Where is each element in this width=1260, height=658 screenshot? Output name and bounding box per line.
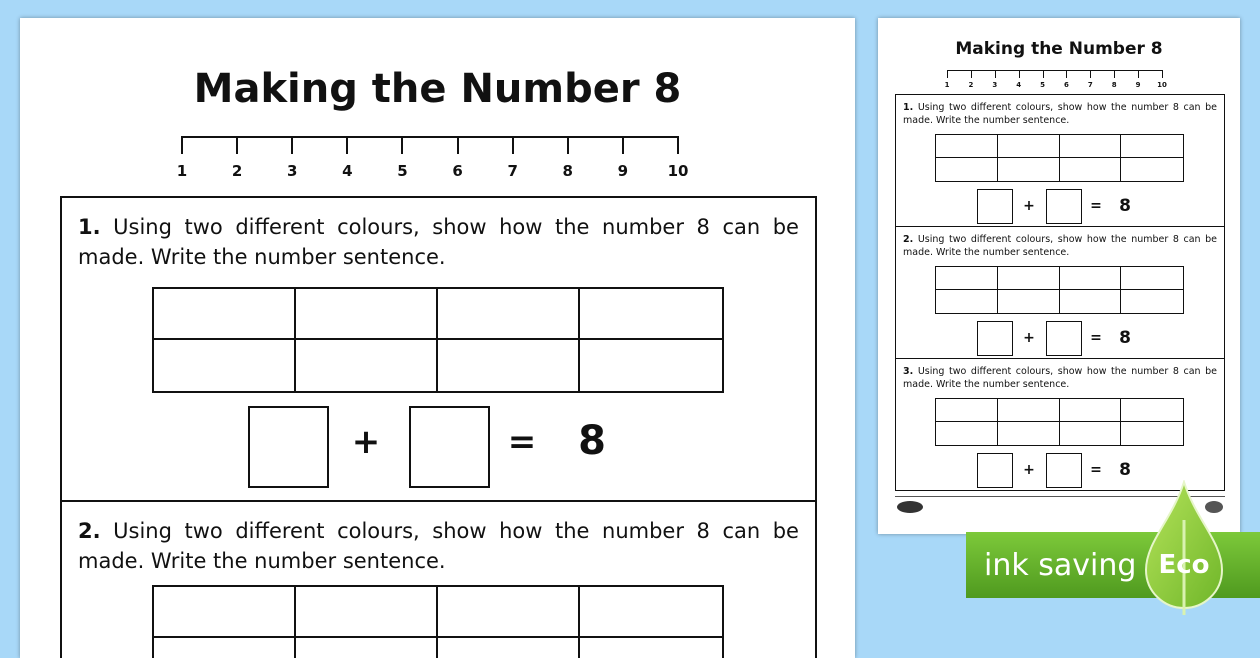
frame-cell[interactable] xyxy=(580,340,722,391)
number-line-tick xyxy=(1043,70,1044,78)
badge-text: ink saving xyxy=(984,548,1137,583)
frame-cell[interactable] xyxy=(1060,422,1122,445)
question-prompt xyxy=(78,212,799,272)
ten-frame xyxy=(152,585,724,658)
frame-cell[interactable] xyxy=(1060,399,1122,422)
worksheet-page-thumbnail xyxy=(878,18,1240,534)
frame-cell[interactable] xyxy=(1121,290,1183,313)
frame-cell[interactable] xyxy=(936,135,998,158)
number-line-label: 4 xyxy=(342,162,353,180)
number-line-tick xyxy=(622,136,624,154)
frame-cell[interactable] xyxy=(296,289,438,340)
frame-cell[interactable] xyxy=(154,587,296,638)
frame-cell[interactable] xyxy=(438,340,580,391)
number-line-tick xyxy=(1090,70,1091,78)
number-sentence xyxy=(248,406,628,488)
answer-box-1[interactable] xyxy=(977,189,1013,224)
frame-cell[interactable] xyxy=(936,158,998,181)
number-line-axis xyxy=(947,70,1162,71)
number-line-tick xyxy=(1138,70,1139,78)
number-line-tick xyxy=(677,136,679,154)
answer-box-2[interactable] xyxy=(1046,321,1082,356)
answer-box-1[interactable] xyxy=(248,406,329,488)
frame-cell[interactable] xyxy=(998,135,1060,158)
answer-box-2[interactable] xyxy=(409,406,490,488)
question-text: Using two different colours, show how the number 8 can be made. Write the number sentence. xyxy=(78,215,799,269)
frame-cell[interactable] xyxy=(1121,422,1183,445)
number-line-label: 8 xyxy=(562,162,573,180)
question-number: 1. xyxy=(903,102,914,113)
question-box-2 xyxy=(60,500,817,658)
plus-sign: + xyxy=(351,422,381,462)
number-line-label: 10 xyxy=(667,162,689,180)
question-number: 1. xyxy=(78,215,101,239)
question-box-1 xyxy=(895,94,1225,227)
frame-cell[interactable] xyxy=(580,587,722,638)
target-number: 8 xyxy=(1119,460,1131,480)
number-sentence xyxy=(977,189,1152,224)
number-line-label: 6 xyxy=(452,162,463,180)
answer-box-1[interactable] xyxy=(977,321,1013,356)
frame-cell[interactable] xyxy=(1121,267,1183,290)
ten-frame xyxy=(935,266,1184,314)
number-line-label: 9 xyxy=(1135,81,1141,89)
frame-cell[interactable] xyxy=(1121,158,1183,181)
question-box-3 xyxy=(895,358,1225,491)
number-line-label: 7 xyxy=(1087,81,1093,89)
number-line-label: 3 xyxy=(287,162,298,180)
equals-sign: = xyxy=(507,422,537,462)
worksheet-page-large xyxy=(20,18,855,658)
question-box-2 xyxy=(895,226,1225,359)
number-line-tick xyxy=(947,70,948,78)
frame-cell[interactable] xyxy=(154,638,296,658)
number-line-label: 8 xyxy=(1111,81,1117,89)
number-line xyxy=(944,70,1167,94)
frame-cell[interactable] xyxy=(998,267,1060,290)
frame-cell[interactable] xyxy=(1121,399,1183,422)
frame-cell[interactable] xyxy=(154,289,296,340)
frame-cell[interactable] xyxy=(438,638,580,658)
number-sentence xyxy=(977,321,1152,356)
number-line-label: 3 xyxy=(992,81,998,89)
equals-sign: = xyxy=(1090,330,1102,346)
number-line-label: 2 xyxy=(968,81,974,89)
question-text: Using two different colours, show how the number 8 can be made. Write the number sentence. xyxy=(903,102,1217,126)
number-line-label: 9 xyxy=(617,162,629,180)
frame-cell[interactable] xyxy=(1060,267,1122,290)
number-line-label: 6 xyxy=(1064,81,1069,89)
frame-cell[interactable] xyxy=(154,340,296,391)
footer-logo-icon xyxy=(895,500,925,514)
number-line-tick xyxy=(971,70,972,78)
number-line-tick xyxy=(567,136,569,154)
frame-cell[interactable] xyxy=(936,267,998,290)
target-number: 8 xyxy=(1119,196,1131,216)
question-prompt xyxy=(903,233,1217,259)
ten-frame xyxy=(152,287,724,393)
number-line-label: 7 xyxy=(507,162,518,180)
number-line-label: 4 xyxy=(1016,81,1022,89)
number-line-tick xyxy=(1019,70,1020,78)
number-line-tick xyxy=(1066,70,1067,78)
number-line-axis xyxy=(182,136,678,138)
frame-cell[interactable] xyxy=(580,289,722,340)
plus-sign: + xyxy=(1023,198,1035,214)
question-prompt xyxy=(78,516,799,576)
answer-box-2[interactable] xyxy=(1046,189,1082,224)
question-prompt xyxy=(903,101,1217,127)
frame-cell[interactable] xyxy=(1060,290,1122,313)
number-line-tick xyxy=(1162,70,1163,78)
frame-cell[interactable] xyxy=(296,340,438,391)
number-line-tick xyxy=(995,70,996,78)
frame-cell[interactable] xyxy=(438,587,580,638)
number-line-label: 2 xyxy=(231,162,243,180)
frame-cell[interactable] xyxy=(1060,135,1122,158)
number-line-tick xyxy=(346,136,348,154)
frame-cell[interactable] xyxy=(998,290,1060,313)
plus-sign: + xyxy=(1023,462,1035,478)
question-text: Using two different colours, show how the number 8 can be made. Write the number sentence. xyxy=(903,366,1217,390)
number-line-label: 1 xyxy=(944,81,950,89)
number-line-tick xyxy=(181,136,183,154)
plus-sign: + xyxy=(1023,330,1035,346)
number-line-tick xyxy=(291,136,293,154)
ten-frame xyxy=(935,134,1184,182)
question-box-1 xyxy=(60,196,817,502)
number-line-tick xyxy=(401,136,403,154)
frame-cell[interactable] xyxy=(296,587,438,638)
page-title: Making the Number 8 xyxy=(193,66,682,112)
frame-cell[interactable] xyxy=(1121,135,1183,158)
number-line-label: 5 xyxy=(1040,81,1045,89)
equals-sign: = xyxy=(1090,462,1102,478)
frame-cell[interactable] xyxy=(998,422,1060,445)
ten-frame xyxy=(935,398,1184,446)
target-number: 8 xyxy=(1119,328,1131,348)
target-number: 8 xyxy=(578,418,606,464)
frame-cell[interactable] xyxy=(936,290,998,313)
equals-sign: = xyxy=(1090,198,1102,214)
frame-cell[interactable] xyxy=(998,399,1060,422)
frame-cell[interactable] xyxy=(936,399,998,422)
badge-eco-text: Eco xyxy=(1158,550,1210,580)
ink-saving-eco-badge xyxy=(966,480,1260,615)
frame-cell[interactable] xyxy=(936,422,998,445)
number-line-label: 1 xyxy=(176,162,188,180)
number-line-tick xyxy=(236,136,238,154)
question-number: 3. xyxy=(903,366,914,377)
frame-cell[interactable] xyxy=(580,638,722,658)
frame-cell[interactable] xyxy=(296,638,438,658)
question-text: Using two different colours, show how the number 8 can be made. Write the number sentence. xyxy=(903,234,1217,258)
number-line xyxy=(176,136,689,196)
page-title: Making the Number 8 xyxy=(955,39,1163,59)
number-line-label: 5 xyxy=(397,162,408,180)
question-text: Using two different colours, show how the number 8 can be made. Write the number sentence. xyxy=(78,519,799,573)
question-number: 2. xyxy=(78,519,101,543)
question-prompt xyxy=(903,365,1217,391)
number-line-tick xyxy=(512,136,514,154)
question-number: 2. xyxy=(903,234,914,245)
frame-cell[interactable] xyxy=(998,158,1060,181)
number-line-label: 10 xyxy=(1157,81,1167,89)
frame-cell[interactable] xyxy=(1060,158,1122,181)
frame-cell[interactable] xyxy=(438,289,580,340)
number-line-tick xyxy=(1114,70,1115,78)
number-line-tick xyxy=(457,136,459,154)
